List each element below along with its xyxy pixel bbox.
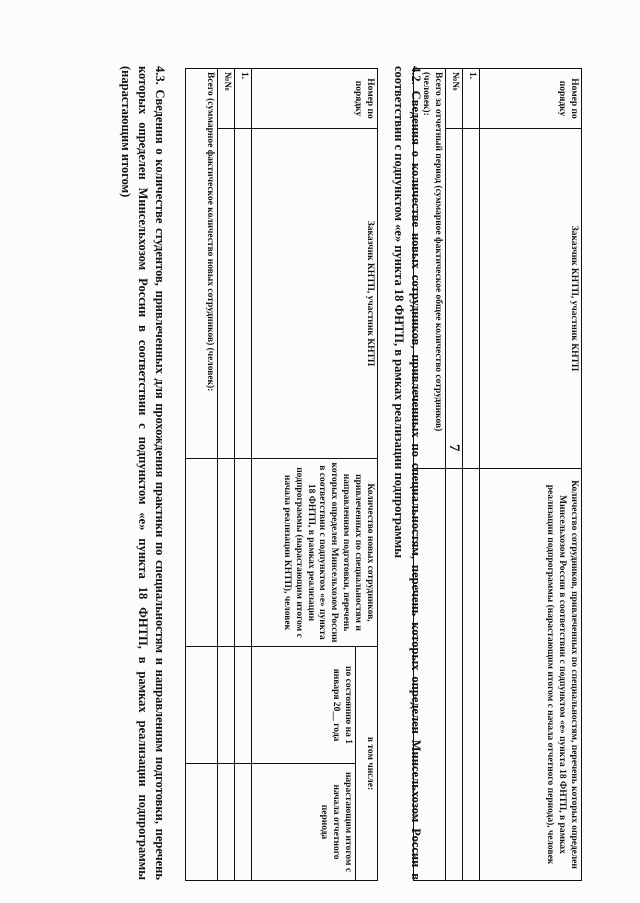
table2-header-cumulative: нарастающим итогом с начала отчетного периода xyxy=(252,764,356,881)
table2-row2-customer xyxy=(218,129,235,459)
table1-total-label: Всего за отчетный период (суммарное фактическое общее количество сотрудников) (человек): xyxy=(414,69,446,469)
table2-total-cumulative xyxy=(186,764,218,881)
table2-total-label: Всего (суммарное фактическое количество новых сотрудников) (человек): xyxy=(186,69,218,459)
table2-header-customer: Заказчик КНТП, участник КНТП xyxy=(252,129,378,459)
table1-row1-customer xyxy=(463,129,480,469)
staff-table xyxy=(413,68,582,881)
table2-row1-count xyxy=(235,459,252,647)
table1-header-count: Количество сотрудников, привлеченных по специальностям, перечень которых определен Минсельхозом России в соответствии с подпунктом «е» пункта 18 ФНТП, в рамках реализации подпрограммы (нарастающим итогом с начала отчетного периода), человек xyxy=(480,469,582,881)
new-staff-table xyxy=(185,68,378,881)
table2-row2-cumulative xyxy=(218,764,235,881)
table2-row2-num: №№ xyxy=(218,69,235,129)
table2-row1-as-of xyxy=(235,647,252,764)
table-row xyxy=(235,69,252,881)
table1-row2-customer xyxy=(446,129,463,469)
table2-row1-cumulative xyxy=(235,764,252,881)
table-row xyxy=(218,69,235,881)
table2-row1-customer xyxy=(235,129,252,459)
table2-header-including: в том числе: xyxy=(356,647,378,881)
table2-header-as-of: по состоянию на 1 января 20__ года xyxy=(252,647,356,764)
table2-total-as-of xyxy=(186,647,218,764)
table-row xyxy=(446,69,463,881)
table2-row2-count xyxy=(218,459,235,647)
section-4-2-heading: 4.2. Сведения о количестве новых сотрудников, привлеченных по специальностям, перечень которых определен Минсельхозом России в соответствии с подпунктом «е» пункта 18 ФНТП, в рамках реализации подпрограммы xyxy=(392,66,423,880)
table1-row1-count xyxy=(463,469,480,881)
table1-row2-num: №№ xyxy=(446,69,463,129)
table2-row1-num: 1. xyxy=(235,69,252,129)
table-row xyxy=(463,69,480,881)
page-number: 7 xyxy=(446,444,462,452)
table1-row1-num: 1. xyxy=(463,69,480,129)
table1-row2-count xyxy=(446,469,463,881)
section-4-3-heading: 4.3. Сведения о количестве студентов, привлеченных для прохождения практики по специальностям и направлениям подготовки, перечень которых определен Минсельхозом России в соответствии с подпунктом «е» пункта 18 ФНТП, в рамках реализации подпрограммы (нарастающим итогом) xyxy=(119,66,167,880)
table2-total-count xyxy=(186,459,218,647)
table2-header-number: Номер по порядку xyxy=(252,69,378,129)
table1-header-number: Номер по порядку xyxy=(480,69,582,129)
table2-header-count: Количество новых сотрудников, привлеченных по специальностям и направлениям подготовки, перечень которых определен Минсельхозом России в соответствии с подпунктом «е» пункта 18 ФНТП, в рамках реализации подпрограммы (нарастающим итогом с начала реализации КНТП), человек xyxy=(252,459,378,647)
table2-row2-as-of xyxy=(218,647,235,764)
table1-header-customer: Заказчик КНТП, участник КНТП xyxy=(480,129,582,469)
